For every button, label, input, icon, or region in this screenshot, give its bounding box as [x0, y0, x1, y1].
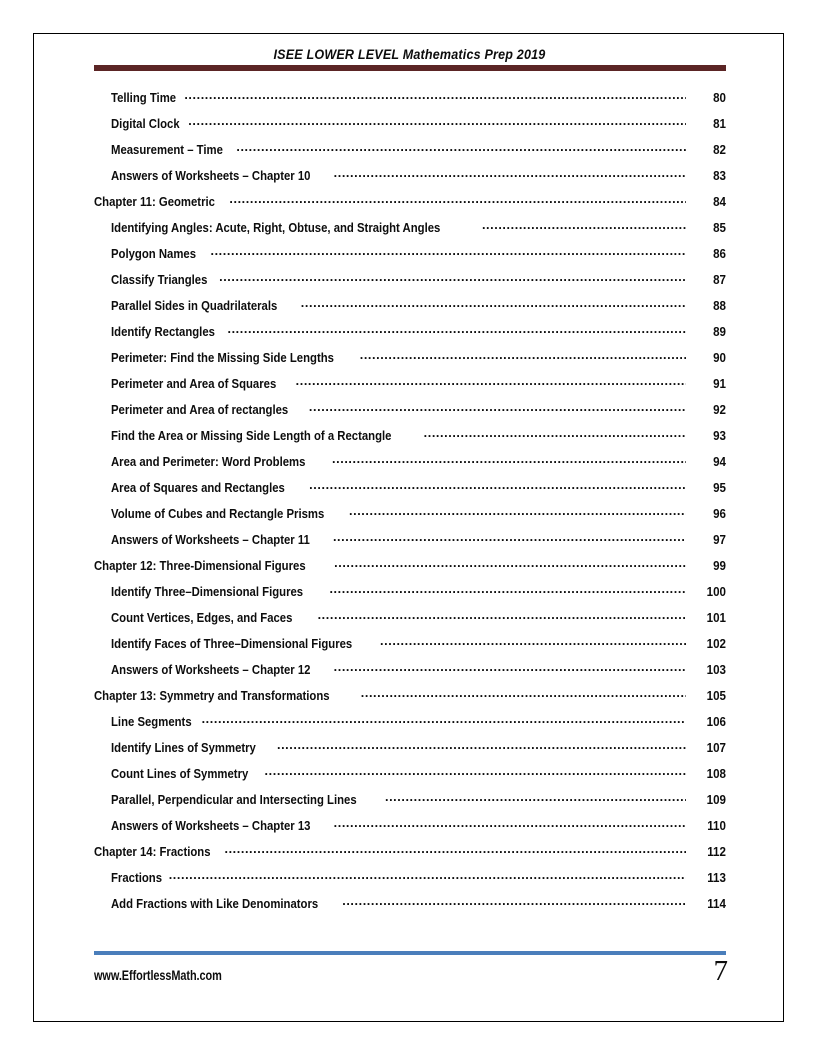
toc-entry-section[interactable] [34, 89, 783, 115]
toc-entry-title: Fractions [111, 870, 163, 885]
toc-entry-section[interactable] [34, 245, 783, 271]
toc-entry-page-number: 87 [713, 272, 726, 287]
toc-dot-leader [188, 115, 686, 128]
toc-entry-section[interactable] [34, 531, 783, 557]
toc-entry-section[interactable] [34, 765, 783, 791]
toc-entry-section[interactable] [34, 661, 783, 687]
toc-dot-leader [309, 479, 686, 492]
toc-dot-leader [227, 323, 686, 336]
toc-dot-leader [332, 453, 686, 466]
toc-entry-title: Chapter 14: Fractions [94, 844, 211, 859]
toc-entry-page-number: 96 [713, 506, 726, 521]
toc-dot-leader [482, 219, 686, 232]
toc-entry-page-number: 91 [713, 376, 726, 391]
toc-entry-section[interactable] [34, 869, 783, 895]
toc-entry-section[interactable] [34, 713, 783, 739]
toc-entry-page-number: 113 [707, 870, 726, 885]
toc-entry-section[interactable] [34, 895, 783, 921]
toc-entry-page-number: 102 [706, 636, 726, 651]
toc-entry-title: Identify Faces of Three–Dimensional Figures [111, 636, 353, 651]
toc-entry-page-number: 100 [706, 584, 726, 599]
toc-dot-leader [329, 583, 686, 596]
toc-entry-title: Area of Squares and Rectangles [111, 480, 285, 495]
toc-entry-title: Measurement – Time [111, 142, 223, 157]
toc-entry-page-number: 81 [713, 116, 726, 131]
toc-entry-page-number: 92 [713, 402, 726, 417]
toc-dot-leader [210, 245, 686, 258]
toc-entry-title: Count Lines of Symmetry [111, 766, 249, 781]
toc-entry-title: Add Fractions with Like Denominators [111, 896, 319, 911]
toc-entry-title: Digital Clock [111, 116, 180, 131]
running-head-title: ISEE LOWER LEVEL Mathematics Prep 2019 [273, 47, 546, 62]
toc-dot-leader [349, 505, 686, 518]
toc-dot-leader [342, 895, 686, 908]
toc-entry-page-number: 85 [713, 220, 726, 235]
toc-entry-section[interactable] [34, 401, 783, 427]
toc-dot-leader [334, 557, 686, 570]
toc-entry-chapter[interactable] [34, 193, 783, 219]
toc-entry-section[interactable] [34, 167, 783, 193]
toc-entry-section[interactable] [34, 817, 783, 843]
toc-entry-page-number: 95 [713, 480, 726, 495]
toc-dot-leader [229, 193, 686, 206]
toc-entry-page-number: 93 [713, 428, 726, 443]
toc-entry-title: Chapter 13: Symmetry and Transformations [94, 688, 330, 703]
toc-entry-section[interactable] [34, 297, 783, 323]
toc-entry-title: Perimeter and Area of rectangles [111, 402, 289, 417]
toc-entry-section[interactable] [34, 583, 783, 609]
toc-entry-section[interactable] [34, 115, 783, 141]
toc-entry-title: Perimeter and Area of Squares [111, 376, 277, 391]
toc-entry-title: Answers of Worksheets – Chapter 12 [111, 662, 311, 677]
toc-dot-leader [333, 531, 686, 544]
toc-entry-title: Chapter 11: Geometric [94, 194, 215, 209]
toc-entry-section[interactable] [34, 323, 783, 349]
toc-entry-page-number: 107 [706, 740, 726, 755]
toc-dot-leader [301, 297, 686, 310]
toc-entry-page-number: 84 [713, 194, 726, 209]
toc-entry-page-number: 83 [713, 168, 726, 183]
table-of-contents [34, 89, 783, 921]
toc-entry-title: Perimeter: Find the Missing Side Lengths [111, 350, 334, 365]
toc-entry-title: Identify Rectangles [111, 324, 215, 339]
toc-entry-section[interactable] [34, 453, 783, 479]
toc-entry-title: Answers of Worksheets – Chapter 13 [111, 818, 311, 833]
toc-dot-leader [334, 167, 686, 180]
toc-dot-leader [309, 401, 686, 414]
toc-entry-page-number: 114 [707, 896, 726, 911]
toc-entry-chapter[interactable] [34, 687, 783, 713]
toc-entry-title: Identifying Angles: Acute, Right, Obtuse, and Straight Angles [111, 220, 441, 235]
toc-dot-leader [361, 687, 686, 700]
toc-dot-leader [169, 869, 686, 882]
toc-entry-title: Volume of Cubes and Rectangle Prisms [111, 506, 325, 521]
toc-entry-page-number: 88 [713, 298, 726, 313]
toc-entry-title: Telling Time [111, 90, 177, 105]
toc-entry-page-number: 108 [706, 766, 726, 781]
toc-dot-leader [334, 661, 686, 674]
toc-entry-page-number: 101 [706, 610, 726, 625]
toc-entry-section[interactable] [34, 739, 783, 765]
toc-entry-section[interactable] [34, 505, 783, 531]
toc-entry-section[interactable] [34, 791, 783, 817]
toc-entry-title: Identify Lines of Symmetry [111, 740, 256, 755]
toc-entry-section[interactable] [34, 141, 783, 167]
toc-dot-leader [236, 141, 686, 154]
toc-entry-title: Parallel, Perpendicular and Intersecting Lines [111, 792, 357, 807]
toc-entry-section[interactable] [34, 427, 783, 453]
toc-entry-section[interactable] [34, 375, 783, 401]
toc-entry-section[interactable] [34, 219, 783, 245]
toc-entry-title: Answers of Worksheets – Chapter 10 [111, 168, 311, 183]
header-rule [94, 65, 726, 71]
toc-dot-leader [265, 765, 686, 778]
toc-entry-title: Answers of Worksheets – Chapter 11 [111, 532, 310, 547]
toc-entry-section[interactable] [34, 479, 783, 505]
toc-entry-page-number: 97 [713, 532, 726, 547]
toc-dot-leader [424, 427, 686, 440]
toc-entry-title: Area and Perimeter: Word Problems [111, 454, 306, 469]
toc-dot-leader [360, 349, 686, 362]
toc-entry-page-number: 103 [706, 662, 726, 677]
toc-entry-page-number: 99 [713, 558, 726, 573]
toc-entry-page-number: 106 [706, 714, 726, 729]
toc-dot-leader [334, 817, 686, 830]
toc-entry-section[interactable] [34, 349, 783, 375]
toc-entry-section[interactable] [34, 271, 783, 297]
toc-entry-section[interactable] [34, 635, 783, 661]
toc-entry-title: Count Vertices, Edges, and Faces [111, 610, 293, 625]
toc-dot-leader [219, 271, 686, 284]
toc-entry-title: Classify Triangles [111, 272, 208, 287]
footer-rule [94, 951, 726, 955]
toc-entry-page-number: 86 [713, 246, 726, 261]
footer-page-number: 7 [713, 955, 728, 987]
toc-entry-page-number: 94 [713, 454, 726, 469]
toc-entry-chapter[interactable] [34, 843, 783, 869]
toc-dot-leader [385, 791, 686, 804]
toc-entry-page-number: 82 [713, 142, 726, 157]
toc-entry-chapter[interactable] [34, 557, 783, 583]
toc-entry-title: Line Segments [111, 714, 192, 729]
toc-dot-leader [224, 843, 686, 856]
toc-dot-leader [202, 713, 686, 726]
toc-dot-leader [296, 375, 686, 388]
toc-entry-page-number: 80 [713, 90, 726, 105]
toc-dot-leader [184, 89, 686, 102]
toc-entry-page-number: 105 [706, 688, 726, 703]
page-sheet [33, 33, 784, 1022]
toc-entry-title: Identify Three–Dimensional Figures [111, 584, 304, 599]
toc-entry-title: Parallel Sides in Quadrilaterals [111, 298, 278, 313]
toc-entry-page-number: 110 [707, 818, 726, 833]
toc-entry-page-number: 112 [707, 844, 726, 859]
toc-dot-leader [380, 635, 686, 648]
toc-entry-page-number: 89 [713, 324, 726, 339]
toc-entry-page-number: 90 [713, 350, 726, 365]
toc-entry-title: Chapter 12: Three-Dimensional Figures [94, 558, 306, 573]
toc-entry-page-number: 109 [706, 792, 726, 807]
toc-entry-title: Polygon Names [111, 246, 197, 261]
toc-entry-section[interactable] [34, 609, 783, 635]
toc-dot-leader [318, 609, 686, 622]
toc-dot-leader [277, 739, 686, 752]
footer-website-url: www.EffortlessMath.com [94, 967, 222, 983]
toc-entry-title: Find the Area or Missing Side Length of a Rectangle [111, 428, 392, 443]
